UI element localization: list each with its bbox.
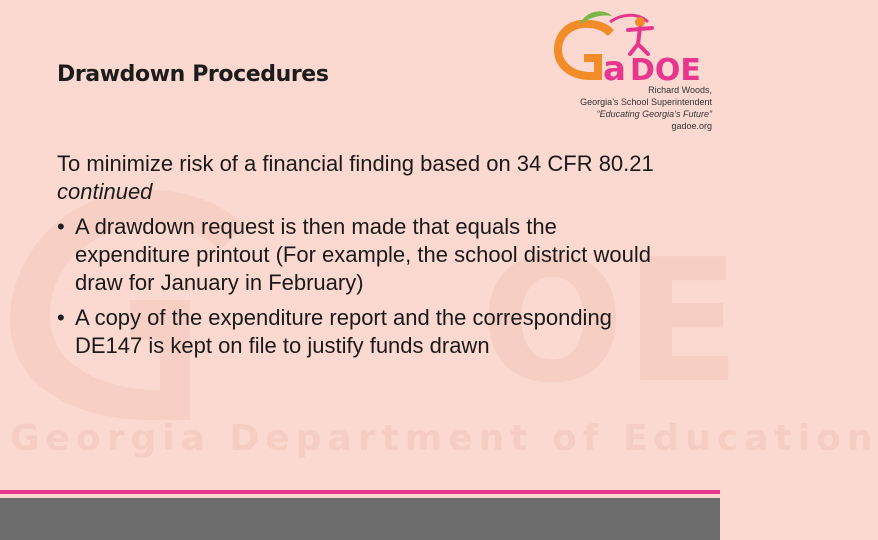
- slide-body: [57, 150, 667, 367]
- intro-text: To minimize risk of a financial finding based on 34 CFR 80.21: [57, 151, 654, 176]
- slide-title: Drawdown Procedures: [57, 62, 329, 87]
- intro-paragraph: [57, 150, 667, 206]
- bullet-icon: •: [57, 214, 65, 239]
- bullet-text: A copy of the expenditure report and the corresponding DE147 is kept on file to justify funds drawn: [75, 305, 612, 358]
- watermark-text: Georgia Department of Education: [10, 418, 878, 459]
- credit-site: gadoe.org: [671, 121, 712, 131]
- credit-name: Richard Woods,: [648, 85, 712, 95]
- bullet-icon: •: [57, 305, 65, 330]
- bullet-text: A drawdown request is then made that equals the expenditure printout (For example, the school district would draw for January in February): [75, 214, 651, 295]
- credit-role: Georgia’s School Superintendent: [580, 97, 712, 107]
- intro-emphasis: continued: [57, 179, 153, 204]
- list-item: [57, 304, 667, 360]
- list-item: [57, 213, 667, 297]
- footer-accent-line: [0, 490, 720, 494]
- bullet-list: [57, 213, 667, 360]
- footer-bar: [0, 498, 720, 540]
- credit-motto: “Educating Georgia’s Future”: [596, 109, 712, 119]
- svg-text:a: a: [603, 49, 626, 89]
- svg-text:DOE: DOE: [630, 53, 701, 88]
- gadoe-logo-icon: [548, 6, 714, 89]
- svg-text:OE: OE: [480, 223, 741, 421]
- superintendent-credits: [580, 84, 712, 132]
